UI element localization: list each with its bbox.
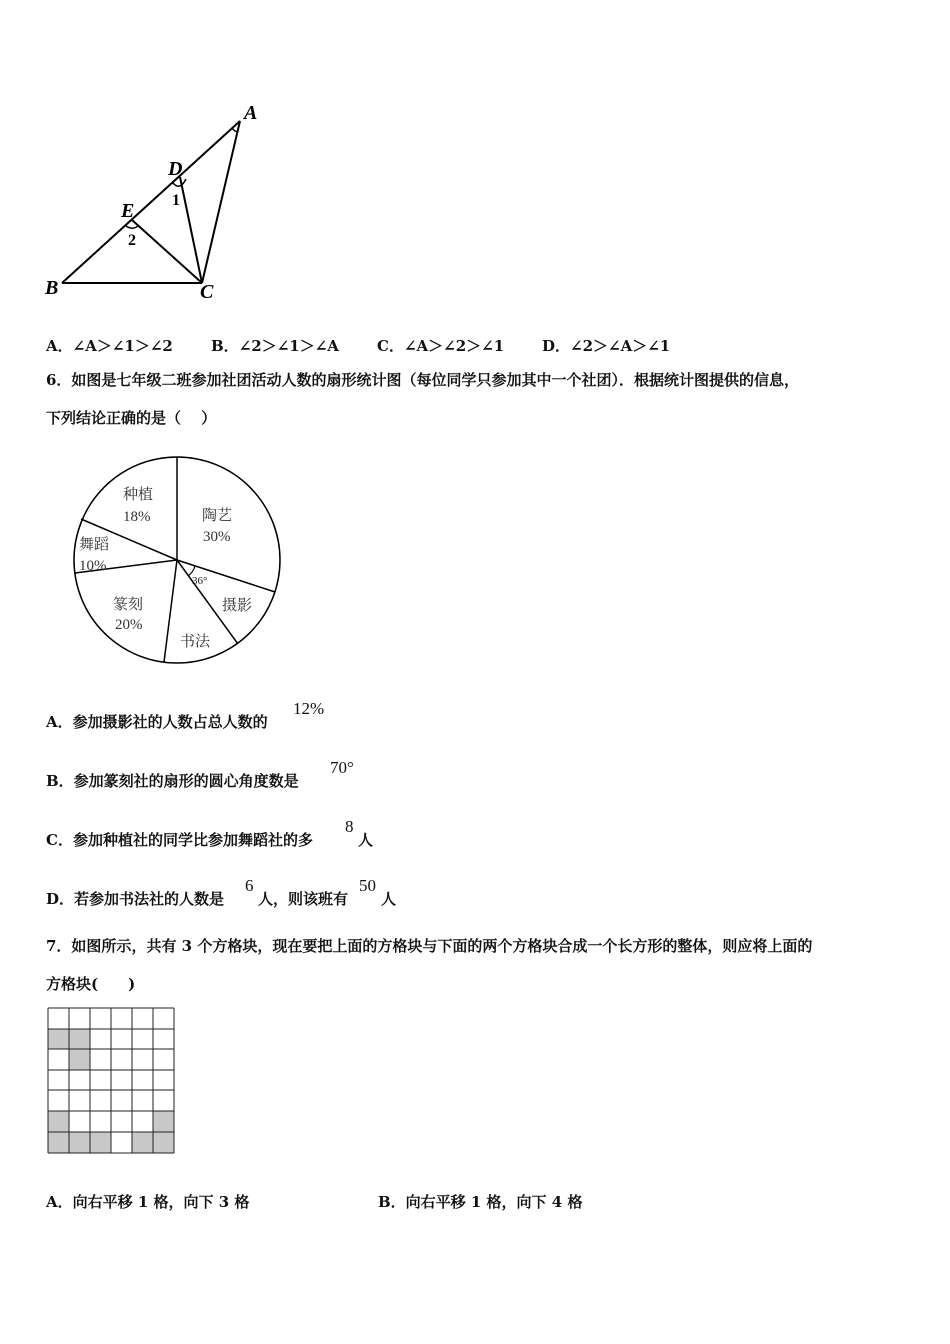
q5-option-a-text: ∠A＞∠1＞∠2 xyxy=(72,337,173,355)
q6-stem-line1: 6．如图是七年级二班参加社团活动人数的扇形统计图（每位同学只参加其中一个社团）．根据统计图提供的信息， xyxy=(46,371,799,389)
grid-cell-shaded xyxy=(69,1132,90,1153)
pie-percent-taoyi: 30% xyxy=(203,529,231,545)
pie-chart xyxy=(65,448,290,673)
pie-label-zhuanke: 篆刻 xyxy=(113,597,144,613)
q6-option-b-text: B．参加篆刻社的扇形的圆心角度数是 xyxy=(46,772,299,790)
q6-option-d[interactable] xyxy=(46,889,224,909)
label-angle-1: 1 xyxy=(172,192,180,209)
q5-option-b[interactable] xyxy=(211,336,339,356)
q6-option-a-text: A．参加摄影社的人数占总人数的 xyxy=(46,713,268,731)
q6-option-a-value: 12% xyxy=(293,699,325,718)
q5-option-d-text: ∠2＞∠A＞∠1 xyxy=(570,337,671,355)
q5-option-a-letter: A． xyxy=(46,337,73,355)
grid-cell-shaded xyxy=(69,1049,90,1070)
grid-cell-shaded xyxy=(132,1132,153,1153)
pie-divider-shufa-zhuanke xyxy=(164,560,177,662)
q7-stem-line1: 7．如图所示，共有 3 个方格块，现在要把上面的方格块与下面的两个方格块合成一个长方形的整体，则应将上面的 xyxy=(46,937,813,955)
grid-cell-shaded xyxy=(48,1132,69,1153)
q6-option-d-mid: 人，则该班有 xyxy=(258,890,349,908)
label-angle-2: 2 xyxy=(128,232,136,249)
grid-cell-shaded xyxy=(90,1132,111,1153)
grid-cell-shaded xyxy=(48,1029,69,1049)
q7-stem-line2: 方格块( ) xyxy=(46,975,136,993)
q6-option-a[interactable] xyxy=(46,712,268,732)
q6-option-b-value: 70° xyxy=(330,758,354,777)
q7-option-a-text: A．向右平移 1 格，向下 3 格 xyxy=(46,1193,250,1211)
segment-BA xyxy=(62,121,240,283)
label-E: E xyxy=(121,200,135,222)
triangle-figure xyxy=(40,95,280,310)
label-D: D xyxy=(168,158,183,180)
pie-label-wudao: 舞蹈 xyxy=(79,537,110,553)
q5-option-b-letter: B． xyxy=(211,337,239,355)
q6-option-b[interactable] xyxy=(46,771,299,791)
q5-option-a[interactable] xyxy=(46,336,173,356)
q6-option-d-value2: 50 xyxy=(359,876,376,895)
q5-option-b-text: ∠2＞∠1＞∠A xyxy=(238,337,339,355)
q5-option-c-text: ∠A＞∠2＞∠1 xyxy=(403,337,505,355)
q5-option-d-letter: D． xyxy=(542,337,571,355)
q6-option-c-suffix: 人 xyxy=(358,831,374,849)
pie-label-taoyi: 陶艺 xyxy=(202,508,233,524)
q7-option-a[interactable] xyxy=(46,1192,249,1212)
pie-label-shufa: 书法 xyxy=(180,634,211,650)
q5-option-c-letter: C． xyxy=(377,337,404,355)
pie-percent-zhuanke: 20% xyxy=(115,617,143,633)
q6-option-d-suffix: 人 xyxy=(381,890,397,908)
label-B: B xyxy=(45,277,59,299)
q5-option-d[interactable] xyxy=(542,336,670,356)
grid-cell-shaded xyxy=(48,1111,69,1132)
q6-option-c[interactable] xyxy=(46,830,313,850)
grid-cell-shaded xyxy=(153,1132,174,1153)
grid-cell-shaded xyxy=(153,1111,174,1132)
label-A: A xyxy=(244,102,258,124)
q7-option-b-text: B．向右平移 1 格，向下 4 格 xyxy=(378,1193,583,1211)
q6-stem-line2: 下列结论正确的是（ ） xyxy=(46,409,217,427)
q5-option-c[interactable] xyxy=(377,336,504,356)
label-C: C xyxy=(200,281,214,303)
q6-option-c-text: C．参加种植社的同学比参加舞蹈社的多 xyxy=(46,831,313,849)
pie-percent-wudao: 10% xyxy=(79,558,107,574)
grid-figure xyxy=(47,1007,177,1155)
pie-label-sheying: 摄影 xyxy=(222,598,253,614)
pie-percent-zhongzhi: 18% xyxy=(123,509,151,525)
q6-option-c-value: 8 xyxy=(345,817,354,836)
q6-option-d-text: D．若参加书法社的人数是 xyxy=(46,890,225,908)
q6-option-d-value1: 6 xyxy=(245,876,254,895)
pie-angle-label: 36° xyxy=(192,575,208,587)
pie-label-zhongzhi: 种植 xyxy=(123,487,154,503)
q7-option-b[interactable] xyxy=(378,1192,582,1212)
grid-cell-shaded xyxy=(69,1029,90,1049)
segment-AC xyxy=(202,121,240,283)
